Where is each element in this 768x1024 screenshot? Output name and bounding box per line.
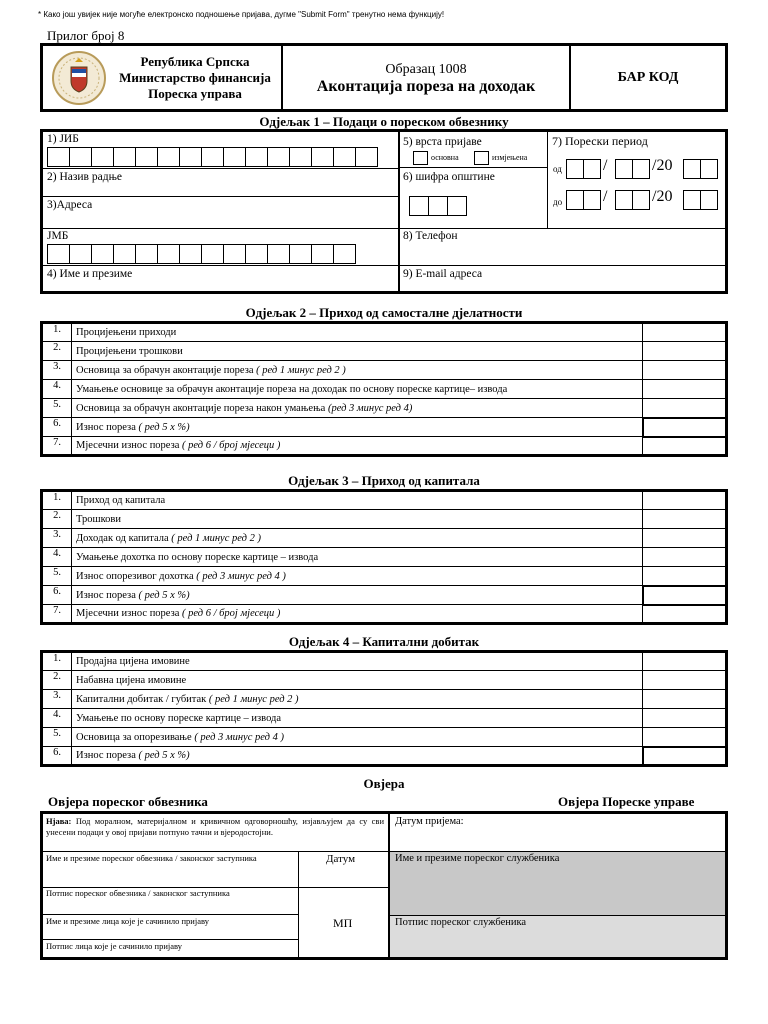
officer-name-label: Име и презиме пореског службеника	[395, 853, 560, 864]
row-number: 6.	[42, 418, 72, 437]
filing-type-label: 5) врста пријаве	[403, 136, 482, 148]
row-text: Износ пореза	[76, 421, 136, 433]
declaration-label: Нјава:	[46, 816, 72, 826]
section-2-table	[40, 321, 728, 457]
row-text: Умањење по основу пореске картице – извода	[76, 712, 282, 724]
row-number: 4.	[42, 548, 72, 567]
coat-of-arms-icon	[49, 49, 109, 107]
row-hint: (ред 3 минус ред 4)	[327, 402, 413, 414]
section-2-title: Одјељак 2 – Приход од самосталне дјелатности	[245, 305, 523, 320]
table-row	[42, 747, 727, 766]
row-number: 5.	[42, 567, 72, 586]
row-value-input[interactable]	[643, 605, 727, 624]
row-text: Процијењени приходи	[76, 327, 177, 338]
original-checkbox[interactable]	[413, 151, 428, 165]
period-from-month[interactable]	[615, 159, 649, 179]
form-title: Аконтација пореза на доходак	[316, 78, 536, 95]
row-value-input[interactable]	[643, 491, 727, 510]
row-text: Умањење основице за обрачун аконтације пореза на доходак по основу пореске картице– извода	[76, 383, 508, 395]
row-value-input[interactable]	[643, 510, 727, 529]
row-number: 7.	[42, 437, 72, 456]
row-value-input[interactable]	[643, 361, 727, 380]
row-label	[72, 671, 643, 690]
institution-line-1: Република Српска	[140, 53, 250, 69]
address-label: 3)Адреса	[47, 199, 93, 211]
table-row	[42, 529, 727, 548]
row-text: Основица за обрачун аконтације пореза	[76, 364, 254, 376]
table-row	[42, 671, 727, 690]
row-number: 5.	[42, 399, 72, 418]
table-row	[42, 567, 727, 586]
section-3-table	[40, 489, 728, 625]
row-hint: ( ред 6 / број мјесеци )	[182, 608, 281, 619]
row-value-input[interactable]	[643, 437, 727, 456]
jmb-input[interactable]	[47, 244, 355, 264]
municipality-label: 6) шифра општине	[403, 171, 495, 183]
row-label	[72, 567, 643, 586]
table-row	[42, 652, 727, 671]
row-number: 5.	[42, 728, 72, 747]
row-text: Износ опорезивог дохотка	[76, 570, 194, 582]
preparer-signature-label: Потпис лица које је сачинило пријаву	[46, 941, 182, 951]
table-row	[42, 380, 727, 399]
activity-label: 2) Назив радње	[47, 171, 122, 183]
row-number: 2.	[42, 342, 72, 361]
preparer-name-label: Име и презиме лица које је сачинило пријаву	[46, 916, 209, 926]
row-label	[72, 548, 643, 567]
row-label	[72, 399, 643, 418]
row-number: 6.	[42, 747, 72, 766]
row-label	[72, 418, 643, 437]
table-row	[42, 361, 727, 380]
period-from-label: од	[553, 164, 562, 174]
row-number: 1.	[42, 491, 72, 510]
row-label	[72, 586, 643, 605]
row-label	[72, 323, 643, 342]
row-hint: ( ред 3 минус ред 4 )	[196, 570, 286, 582]
officer-name-field[interactable]	[390, 852, 725, 915]
row-number: 3.	[42, 690, 72, 709]
table-row	[42, 418, 727, 437]
row-text: Набавна цијена имовине	[76, 674, 187, 686]
row-hint: ( ред 3 минус ред 4 )	[194, 731, 284, 743]
period-to-label: до	[553, 197, 563, 207]
authority-verification-title: Овјера Пореске управе	[558, 794, 695, 809]
row-value-input[interactable]	[643, 323, 727, 342]
row-hint: ( ред 5 х %)	[138, 421, 190, 433]
row-text: Основица за обрачун аконтације пореза након умањења	[76, 402, 326, 414]
row-hint: ( ред 1 минус ред 2 )	[208, 693, 299, 705]
jmb-label: ЈМБ	[47, 230, 69, 242]
row-number: 3.	[42, 529, 72, 548]
row-number: 7.	[42, 605, 72, 624]
form-header	[40, 43, 728, 112]
table-row	[42, 510, 727, 529]
row-value-input[interactable]	[643, 380, 727, 399]
row-number: 2.	[42, 510, 72, 529]
row-number: 2.	[42, 671, 72, 690]
taxpayer-verification-title: Овјера пореског обвезника	[48, 794, 208, 809]
name-label: 4) Име и презиме	[47, 268, 133, 280]
municipality-input[interactable]	[409, 196, 466, 216]
period-to-sep-1: /	[603, 188, 608, 205]
institution-line-3: Пореска управа	[148, 85, 242, 101]
declaration-text: Под моралном, материјалном и кривичном одговорношћу, изјављујем да су сви унесени подаци у овој пријави потпуно тачни и вјеродостојни.	[46, 816, 384, 837]
row-text: Продајна цијена имовине	[76, 656, 190, 667]
period-from-sep-1: /	[603, 157, 608, 174]
row-text: Мјесечни износ пореза	[76, 608, 180, 619]
row-text: Капитални добитак / губитак	[76, 693, 207, 705]
row-label	[72, 380, 643, 399]
row-label	[72, 342, 643, 361]
seal-label: МП	[333, 916, 353, 930]
row-number: 1.	[42, 652, 72, 671]
row-label	[72, 747, 643, 766]
jib-label: 1) ЈИБ	[47, 133, 79, 145]
taxpayer-name-label: Име и презиме пореског обвезника / законског заступника	[46, 853, 257, 863]
row-value-input[interactable]	[643, 709, 727, 728]
period-to-sep-2: /20	[652, 188, 673, 205]
period-label: 7) Порески период	[552, 134, 648, 148]
row-label	[72, 709, 643, 728]
amended-checkbox[interactable]	[474, 151, 489, 165]
row-hint: ( ред 1 минус ред 2 )	[256, 364, 346, 376]
row-text: Приход од капитала	[76, 495, 166, 506]
row-value-input[interactable]	[643, 342, 727, 361]
row-text: Процијењени трошкови	[76, 345, 183, 357]
verification-title: Овјера	[363, 776, 405, 791]
section-4-table	[40, 650, 728, 767]
row-value-input[interactable]	[643, 747, 727, 766]
barcode-field: БАР КОД	[617, 69, 679, 85]
officer-signature-field[interactable]	[390, 916, 725, 957]
jib-input[interactable]	[47, 147, 377, 167]
annex-number: Прилог број 8	[47, 28, 125, 43]
table-row	[42, 548, 727, 567]
section-3-title: Одјељак 3 – Приход од капитала	[288, 473, 480, 488]
table-row	[42, 586, 727, 605]
section-4-title: Одјељак 4 – Капитални добитак	[288, 634, 480, 649]
row-value-input[interactable]	[643, 529, 727, 548]
period-from-day[interactable]	[566, 159, 600, 179]
row-number: 3.	[42, 361, 72, 380]
period-to-day[interactable]	[566, 190, 600, 210]
row-label	[72, 437, 643, 456]
row-value-input[interactable]	[643, 671, 727, 690]
period-to-month[interactable]	[615, 190, 649, 210]
row-hint: ( ред 6 / број мјесеци )	[182, 440, 281, 451]
table-row	[42, 605, 727, 624]
row-label	[72, 728, 643, 747]
row-label	[72, 529, 643, 548]
table-row	[42, 323, 727, 342]
row-label	[72, 510, 643, 529]
period-from-year[interactable]	[683, 159, 717, 179]
notice: * Како још увијек није могуће електронско подношење пријава, дугме "Submit Form" тренутно нема функцију!	[38, 10, 445, 19]
row-text: Доходак од капитала	[76, 532, 169, 544]
row-label	[72, 690, 643, 709]
row-value-input[interactable]	[643, 567, 727, 586]
row-number: 1.	[42, 323, 72, 342]
table-row	[42, 437, 727, 456]
row-hint: ( ред 5 х %)	[138, 589, 190, 601]
row-text: Умањење дохотка по основу пореске картице – извода	[76, 551, 319, 563]
form-number: Образац 1008	[385, 62, 467, 77]
row-text: Износ пореза	[76, 589, 136, 601]
row-label	[72, 605, 643, 624]
email-label: 9) E-mail адреса	[403, 268, 483, 280]
row-text: Трошкови	[76, 513, 121, 525]
table-row	[42, 690, 727, 709]
row-label	[72, 361, 643, 380]
period-from-sep-2: /20	[652, 157, 673, 174]
verification-box	[40, 811, 728, 960]
institution-line-2: Министарство финансија	[119, 69, 271, 85]
row-hint: ( ред 5 х %)	[138, 750, 190, 761]
amended-label: измјењена	[492, 153, 528, 162]
row-value-input[interactable]	[643, 548, 727, 567]
table-row	[42, 728, 727, 747]
row-text: Мјесечни износ пореза	[76, 440, 180, 451]
phone-label: 8) Телефон	[403, 230, 458, 242]
row-number: 6.	[42, 586, 72, 605]
taxpayer-signature-label: Потпис пореског обвезника / законског заступника	[46, 888, 230, 898]
section-1	[40, 129, 728, 294]
row-value-input[interactable]	[643, 399, 727, 418]
row-value-input[interactable]	[643, 418, 727, 437]
row-value-input[interactable]	[643, 690, 727, 709]
officer-signature-label: Потпис пореског службеника	[395, 917, 527, 928]
row-label	[72, 652, 643, 671]
section-1-title: Одјељак 1 – Подаци о пореском обвезнику	[259, 114, 509, 129]
table-row	[42, 342, 727, 361]
row-value-input[interactable]	[643, 652, 727, 671]
received-date-label: Датум пријема:	[395, 816, 464, 827]
date-label: Датум	[326, 853, 356, 865]
row-text: Износ пореза	[76, 750, 136, 761]
row-value-input[interactable]	[643, 586, 727, 605]
row-value-input[interactable]	[643, 728, 727, 747]
row-hint: ( ред 1 минус ред 2 )	[171, 532, 261, 544]
row-number: 4.	[42, 709, 72, 728]
row-number: 4.	[42, 380, 72, 399]
table-row	[42, 709, 727, 728]
period-to-year[interactable]	[683, 190, 717, 210]
row-label	[72, 491, 643, 510]
row-text: Основица за опорезивање	[76, 731, 192, 743]
table-row	[42, 491, 727, 510]
original-label: основна	[431, 153, 459, 162]
table-row	[42, 399, 727, 418]
